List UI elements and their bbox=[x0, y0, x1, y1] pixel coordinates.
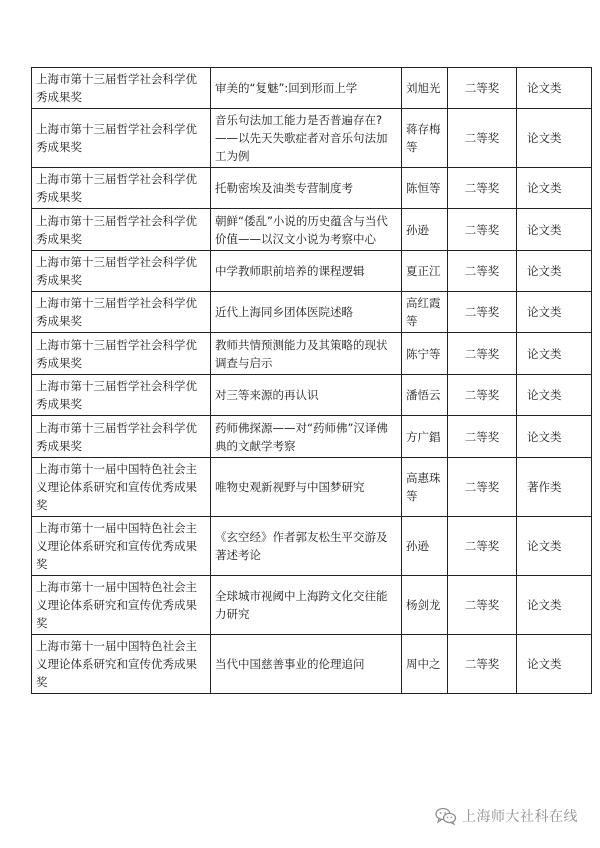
author-cell: 杨剑龙 bbox=[402, 576, 448, 635]
author-cell: 陈宁等 bbox=[402, 333, 448, 375]
author-cell: 蒋存梅等 bbox=[402, 109, 448, 168]
table-row bbox=[32, 68, 592, 109]
grade-cell: 二等奖 bbox=[448, 375, 517, 416]
awards-table bbox=[31, 67, 592, 694]
table-row bbox=[32, 576, 592, 635]
work-title-cell: 对三等来源的再认识 bbox=[211, 375, 402, 416]
award-name-cell: 上海市第十三届哲学社会科学优秀成果奖 bbox=[32, 168, 211, 209]
category-cell: 论文类 bbox=[517, 635, 592, 694]
author-cell: 周中之 bbox=[402, 635, 448, 694]
grade-cell: 二等奖 bbox=[448, 109, 517, 168]
grade-cell: 二等奖 bbox=[448, 333, 517, 375]
work-title-cell: 当代中国慈善事业的伦理追问 bbox=[211, 635, 402, 694]
author-cell: 高红霞等 bbox=[402, 292, 448, 333]
table-row bbox=[32, 168, 592, 209]
author-cell: 夏正江 bbox=[402, 251, 448, 292]
work-title-cell: 药师佛探源——对“药师佛”汉译佛典的文献学考察 bbox=[211, 416, 402, 458]
grade-cell: 二等奖 bbox=[448, 68, 517, 109]
grade-cell: 二等奖 bbox=[448, 209, 517, 251]
category-cell: 论文类 bbox=[517, 333, 592, 375]
author-cell: 高惠珠等 bbox=[402, 458, 448, 517]
award-name-cell: 上海市第十一届中国特色社会主义理论体系研究和宣传优秀成果奖 bbox=[32, 635, 211, 694]
category-cell: 论文类 bbox=[517, 109, 592, 168]
grade-cell: 二等奖 bbox=[448, 168, 517, 209]
work-title-cell: 审美的“复魅”:回到形而上学 bbox=[211, 68, 402, 109]
award-name-cell: 上海市第十三届哲学社会科学优秀成果奖 bbox=[32, 416, 211, 458]
grade-cell: 二等奖 bbox=[448, 292, 517, 333]
category-cell: 著作类 bbox=[517, 458, 592, 517]
work-title-cell: 《玄空经》作者郭友松生平交游及著述考论 bbox=[211, 517, 402, 576]
table-row bbox=[32, 416, 592, 458]
work-title-cell: 教师共情预测能力及其策略的现状调查与启示 bbox=[211, 333, 402, 375]
author-cell: 方广錩 bbox=[402, 416, 448, 458]
award-name-cell: 上海市第十三届哲学社会科学优秀成果奖 bbox=[32, 109, 211, 168]
category-cell: 论文类 bbox=[517, 209, 592, 251]
table-row bbox=[32, 458, 592, 517]
award-name-cell: 上海市第十三届哲学社会科学优秀成果奖 bbox=[32, 292, 211, 333]
award-name-cell: 上海市第十三届哲学社会科学优秀成果奖 bbox=[32, 333, 211, 375]
author-cell: 刘旭光 bbox=[402, 68, 448, 109]
grade-cell: 二等奖 bbox=[448, 635, 517, 694]
work-title-cell: 唯物史观新视野与中国梦研究 bbox=[211, 458, 402, 517]
award-name-cell: 上海市第十三届哲学社会科学优秀成果奖 bbox=[32, 68, 211, 109]
work-title-cell: 全球城市视阈中上海跨文化交往能力研究 bbox=[211, 576, 402, 635]
category-cell: 论文类 bbox=[517, 576, 592, 635]
award-name-cell: 上海市第十三届哲学社会科学优秀成果奖 bbox=[32, 209, 211, 251]
grade-cell: 二等奖 bbox=[448, 251, 517, 292]
table-row bbox=[32, 251, 592, 292]
author-cell: 孙逊 bbox=[402, 209, 448, 251]
work-title-cell: 音乐句法加工能力是否普遍存在?——以先天失歌症者对音乐句法加工为例 bbox=[211, 109, 402, 168]
author-cell: 孙逊 bbox=[402, 517, 448, 576]
category-cell: 论文类 bbox=[517, 168, 592, 209]
table-row bbox=[32, 375, 592, 416]
watermark bbox=[435, 806, 578, 826]
award-name-cell: 上海市第十三届哲学社会科学优秀成果奖 bbox=[32, 251, 211, 292]
category-cell: 论文类 bbox=[517, 517, 592, 576]
work-title-cell: 托勒密埃及油类专营制度考 bbox=[211, 168, 402, 209]
work-title-cell: 朝鲜“倭乱”小说的历史蕴含与当代价值——以汉文小说为考察中心 bbox=[211, 209, 402, 251]
watermark-text: 上海师大社科在线 bbox=[462, 809, 578, 825]
category-cell: 论文类 bbox=[517, 68, 592, 109]
award-name-cell: 上海市第十一届中国特色社会主义理论体系研究和宣传优秀成果奖 bbox=[32, 576, 211, 635]
work-title-cell: 中学教师职前培养的课程逻辑 bbox=[211, 251, 402, 292]
category-cell: 论文类 bbox=[517, 375, 592, 416]
category-cell: 论文类 bbox=[517, 292, 592, 333]
grade-cell: 二等奖 bbox=[448, 458, 517, 517]
table-row bbox=[32, 209, 592, 251]
table-row bbox=[32, 635, 592, 694]
table-row bbox=[32, 292, 592, 333]
author-cell: 潘悟云 bbox=[402, 375, 448, 416]
table-row bbox=[32, 333, 592, 375]
grade-cell: 二等奖 bbox=[448, 576, 517, 635]
award-name-cell: 上海市第十一届中国特色社会主义理论体系研究和宣传优秀成果奖 bbox=[32, 458, 211, 517]
category-cell: 论文类 bbox=[517, 251, 592, 292]
category-cell: 论文类 bbox=[517, 416, 592, 458]
grade-cell: 二等奖 bbox=[448, 416, 517, 458]
table-row bbox=[32, 109, 592, 168]
grade-cell: 二等奖 bbox=[448, 517, 517, 576]
award-name-cell: 上海市第十三届哲学社会科学优秀成果奖 bbox=[32, 375, 211, 416]
table-row bbox=[32, 517, 592, 576]
work-title-cell: 近代上海同乡团体医院述略 bbox=[211, 292, 402, 333]
author-cell: 陈恒等 bbox=[402, 168, 448, 209]
award-name-cell: 上海市第十一届中国特色社会主义理论体系研究和宣传优秀成果奖 bbox=[32, 517, 211, 576]
wechat-icon bbox=[435, 807, 457, 825]
